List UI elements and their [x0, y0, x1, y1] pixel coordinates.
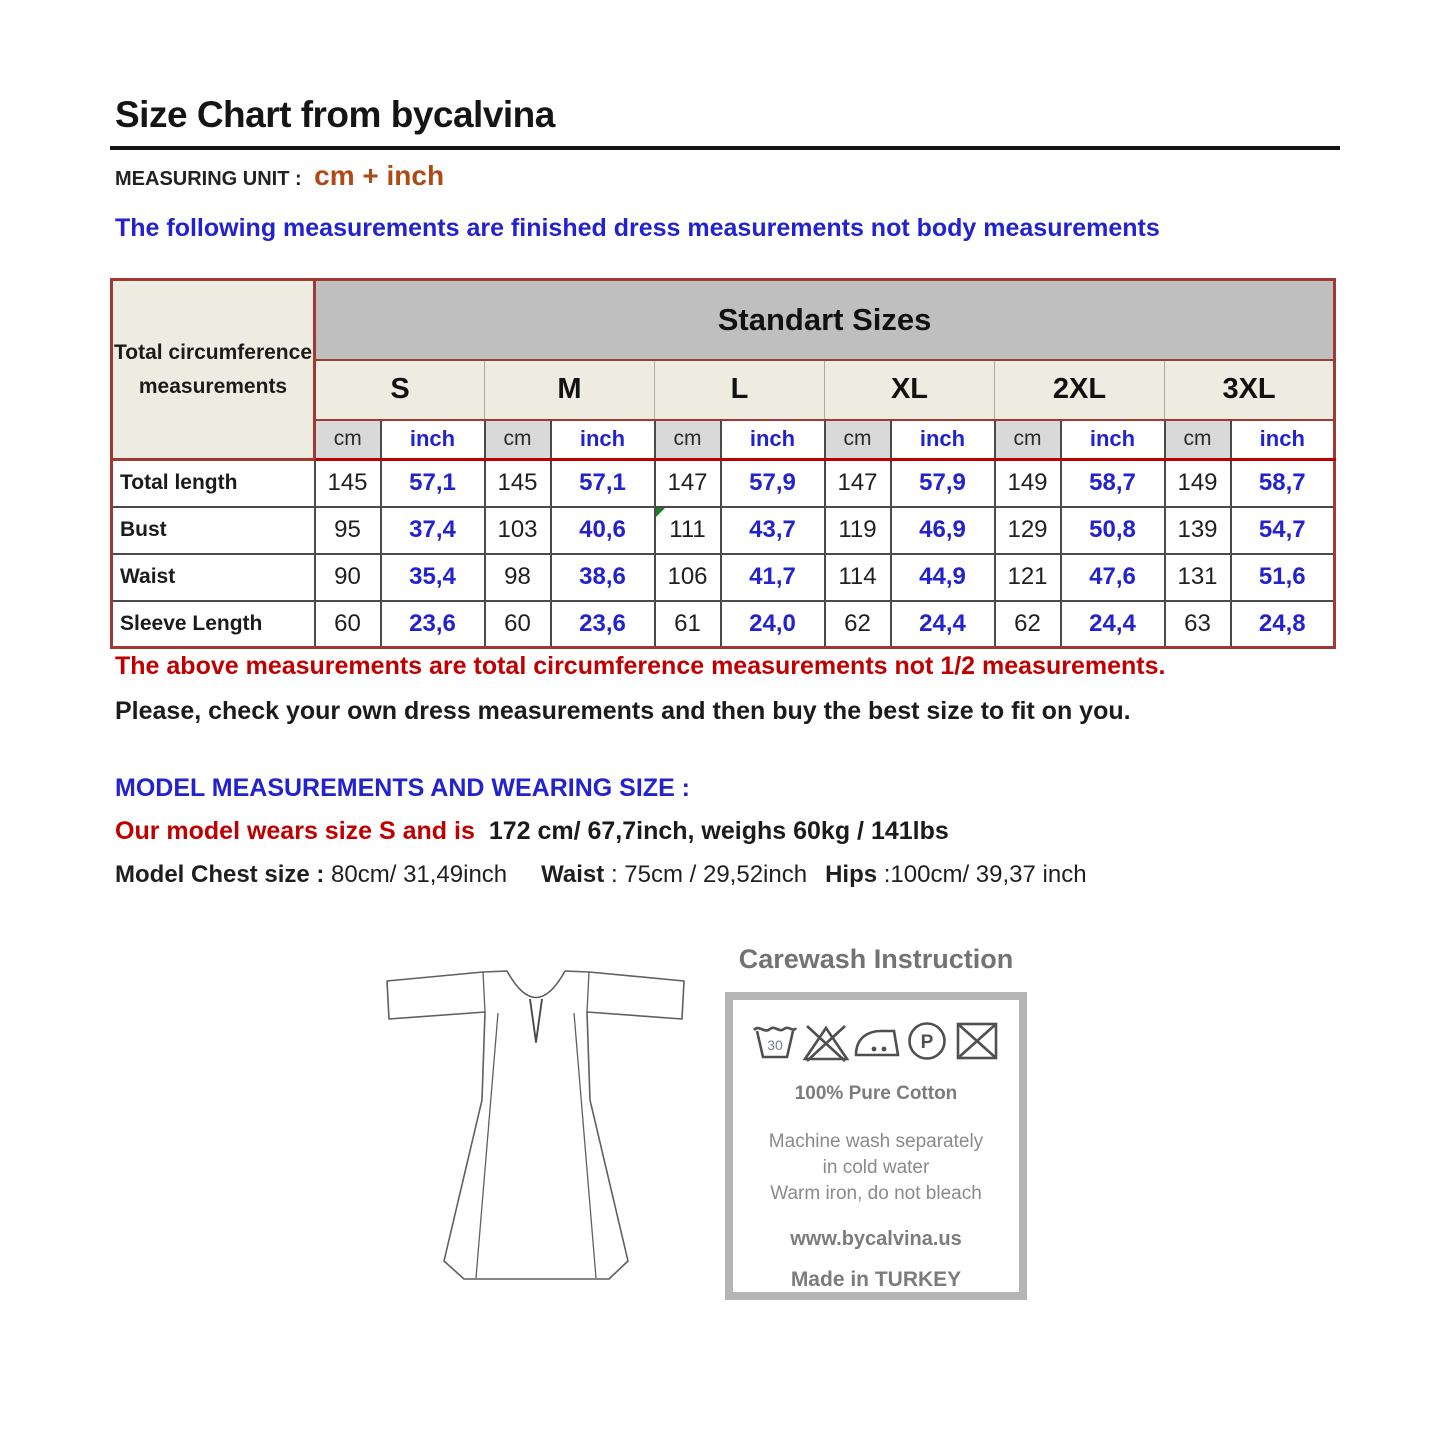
model-wears-red-text: Our model wears size S and is: [115, 817, 475, 845]
waist-label: Waist: [541, 861, 605, 888]
cell-inch: 43,7: [721, 507, 825, 554]
cell-cm: 129: [995, 507, 1061, 554]
cell-inch: 23,6: [551, 601, 655, 648]
cell-cm: 149: [1165, 460, 1231, 507]
cell-inch: 37,4: [381, 507, 485, 554]
size-col-m: M: [485, 360, 655, 420]
cell-cm: 145: [315, 460, 381, 507]
unit-inch-header: inch: [891, 420, 995, 460]
cell-cm: 145: [485, 460, 551, 507]
cell-cm: 95: [315, 507, 381, 554]
hips-value: :100cm/ 39,37 inch: [877, 861, 1087, 888]
unit-inch-header: inch: [1231, 420, 1335, 460]
measuring-unit-value: cm + inch: [314, 160, 445, 191]
svg-text:30: 30: [767, 1037, 783, 1053]
circumference-warning-note: The above measurements are total circumference measurements not 1/2 measurements.: [115, 652, 1166, 680]
cell-cm: 131: [1165, 554, 1231, 601]
model-measurements-heading: MODEL MEASUREMENTS AND WEARING SIZE :: [115, 774, 691, 802]
cell-inch: 40,6: [551, 507, 655, 554]
cell-cm: 103: [485, 507, 551, 554]
origin-text: Made in TURKEY: [790, 1268, 962, 1291]
cell-inch: 41,7: [721, 554, 825, 601]
cell-cm: 106: [655, 554, 721, 601]
cell-inch: 58,7: [1231, 460, 1335, 507]
comment-flag-icon: [656, 508, 665, 517]
cell-inch: 46,9: [891, 507, 995, 554]
do-not-tumble-dry-icon: [953, 1020, 1001, 1062]
check-size-note: Please, check your own dress measurements and then buy the best size to fit on you.: [115, 697, 1131, 725]
cell-inch: 57,9: [891, 460, 995, 507]
cell-inch: 58,7: [1061, 460, 1165, 507]
unit-cm-header: cm: [315, 420, 381, 460]
cell-cm: 60: [315, 601, 381, 648]
cell-inch: 24,4: [1061, 601, 1165, 648]
dress-illustration: [385, 968, 687, 1284]
size-col-xl: XL: [825, 360, 995, 420]
hips-label: Hips: [825, 861, 878, 888]
do-not-bleach-icon: [802, 1020, 850, 1062]
cell-inch: 24,0: [721, 601, 825, 648]
unit-cm-header: cm: [485, 420, 551, 460]
measuring-unit-label: MEASURING UNIT :: [115, 168, 302, 190]
table-row: [112, 554, 1335, 601]
measuring-unit-line: [115, 160, 444, 192]
cell-inch: 50,8: [1061, 507, 1165, 554]
cell-inch: 24,4: [891, 601, 995, 648]
cell-inch: 57,1: [381, 460, 485, 507]
size-col-3xl: 3XL: [1165, 360, 1335, 420]
chest-label: Model Chest size :: [115, 861, 325, 888]
cell-cm: 147: [655, 460, 721, 507]
unit-cm-header: cm: [1165, 420, 1231, 460]
cell-cm: 63: [1165, 601, 1231, 648]
dry-clean-p-icon: [904, 1020, 950, 1062]
cell-inch: 38,6: [551, 554, 655, 601]
cell-inch: 54,7: [1231, 507, 1335, 554]
row-label: Sleeve Length: [112, 601, 315, 648]
cell-cm: 62: [825, 601, 891, 648]
carewash-heading: Carewash Instruction: [738, 944, 1014, 974]
cell-cm: 98: [485, 554, 551, 601]
unit-inch-header: inch: [381, 420, 485, 460]
cell-inch: 57,9: [721, 460, 825, 507]
cell-cm: 139: [1165, 507, 1231, 554]
model-wears-line: [115, 817, 949, 846]
cell-cm: 60: [485, 601, 551, 648]
row-label: Waist: [112, 554, 315, 601]
cell-cm: 114: [825, 554, 891, 601]
cell-cm: 119: [825, 507, 891, 554]
cell-cm: 61: [655, 601, 721, 648]
svg-text:P: P: [920, 1032, 934, 1053]
table-row: [112, 601, 1335, 648]
wash-note-line2: in cold water: [822, 1157, 930, 1178]
care-box: [725, 992, 1027, 1300]
size-col-l: L: [655, 360, 825, 420]
cell-cm: 111: [655, 507, 721, 554]
waist-value: : 75cm / 29,52inch: [604, 861, 808, 888]
cell-inch: 24,8: [1231, 601, 1335, 648]
size-col-2xl: 2XL: [995, 360, 1165, 420]
cell-cm: 149: [995, 460, 1061, 507]
standart-sizes-header: Standart Sizes: [315, 280, 1335, 360]
cell-cm: 62: [995, 601, 1061, 648]
unit-inch-header: inch: [1061, 420, 1165, 460]
cell-inch: 23,6: [381, 601, 485, 648]
page-title: Size Chart from bycalvina: [115, 94, 555, 135]
size-col-s: S: [315, 360, 485, 420]
unit-cm-header: cm: [995, 420, 1061, 460]
title-underline: [110, 146, 1340, 150]
wash-note-line1: Machine wash separately: [768, 1131, 984, 1152]
chest-value: 80cm/ 31,49inch: [324, 861, 508, 888]
model-body-measurements-line: [115, 861, 1087, 889]
finished-measurements-note: The following measurements are finished dress measurements not body measurements: [115, 214, 1160, 242]
cell-inch: 57,1: [551, 460, 655, 507]
row-label: Bust: [112, 507, 315, 554]
row-label: Total length: [112, 460, 315, 507]
unit-cm-header: cm: [655, 420, 721, 460]
cell-cm: 121: [995, 554, 1061, 601]
size-table: [110, 278, 1336, 649]
wash-instructions: [733, 1129, 1019, 1207]
cell-inch: 51,6: [1231, 554, 1335, 601]
size-table-grid: [110, 278, 1336, 649]
unit-cm-header: cm: [825, 420, 891, 460]
unit-inch-header: inch: [551, 420, 655, 460]
table-row: [112, 460, 1335, 507]
wash-note-line3: Warm iron, do not bleach: [770, 1183, 982, 1204]
cell-cm: 147: [825, 460, 891, 507]
iron-icon: [853, 1020, 901, 1062]
wash-30-icon: [751, 1020, 799, 1062]
cell-inch: 44,9: [891, 554, 995, 601]
care-icons-row: [733, 1020, 1019, 1062]
cell-cm: 90: [315, 554, 381, 601]
cell-inch: 35,4: [381, 554, 485, 601]
table-row: [112, 507, 1335, 554]
unit-inch-header: inch: [721, 420, 825, 460]
fabric-note: 100% Pure Cotton: [794, 1083, 958, 1104]
cell-inch: 47,6: [1061, 554, 1165, 601]
table-corner-label: Total circumference measurements: [112, 280, 315, 460]
model-wears-black-text: 172 cm/ 67,7inch, weighs 60kg / 141lbs: [488, 817, 949, 845]
website-text: www.bycalvina.us: [790, 1228, 962, 1250]
